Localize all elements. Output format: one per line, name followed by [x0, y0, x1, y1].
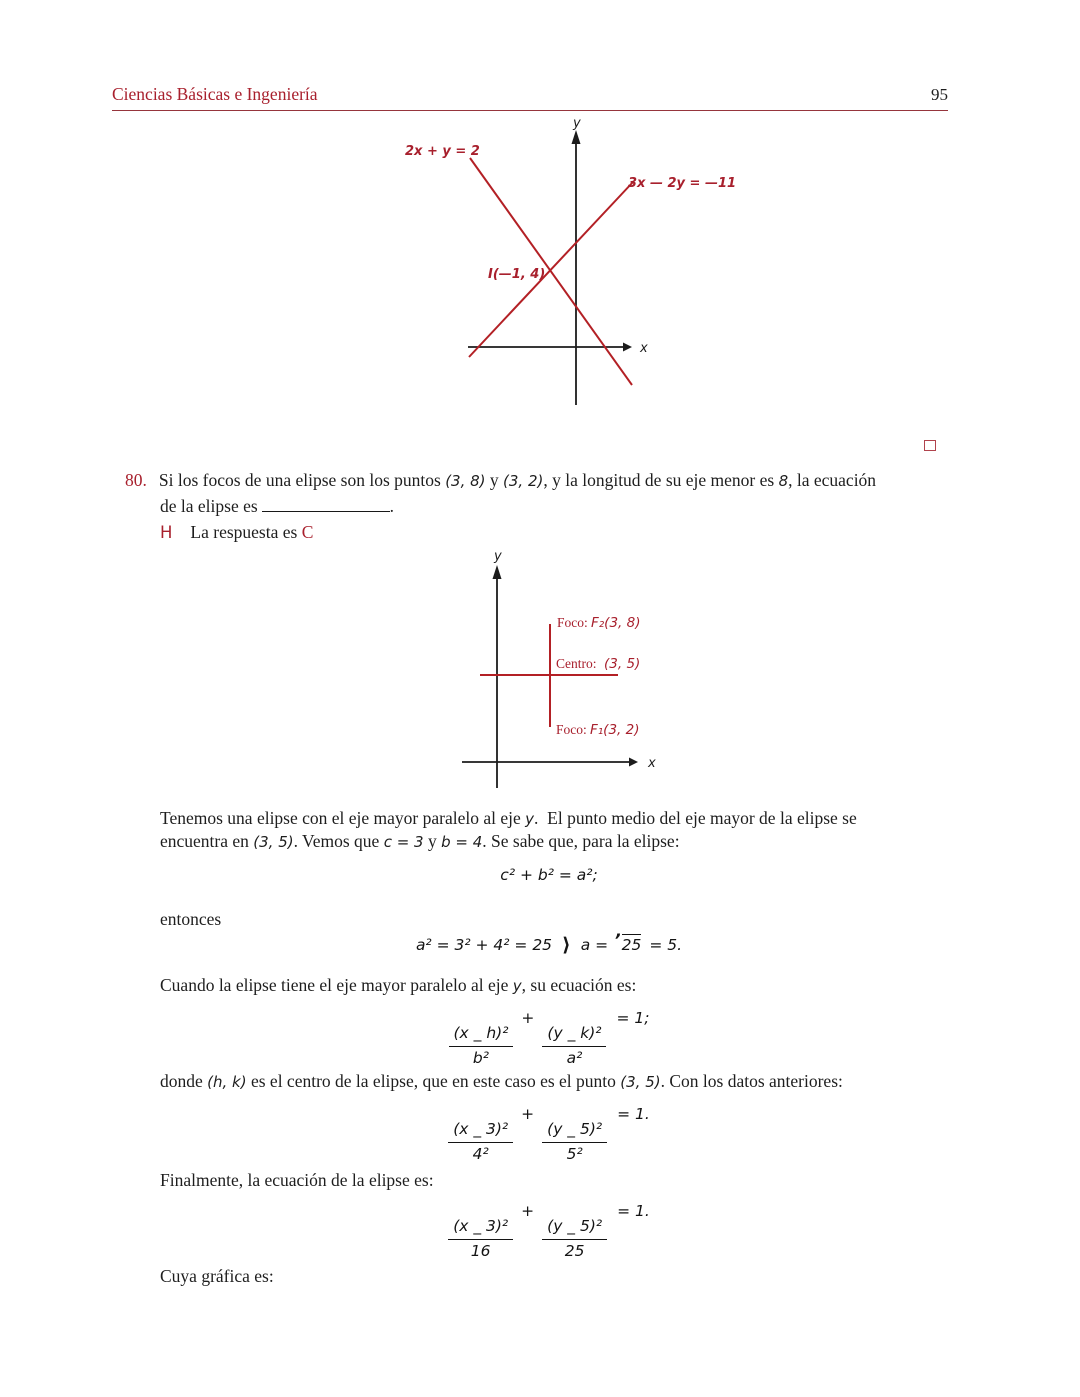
focus1-label: Foco: — [556, 722, 587, 737]
line-desc-equation-label: 2x + y = 2 — [405, 144, 480, 159]
y-axis-label: y — [573, 116, 581, 131]
radicand: 25 — [621, 936, 642, 954]
hint-line: H La respuesta es C — [160, 522, 314, 542]
x-axis-label: x — [640, 341, 648, 356]
paragraph-3: donde (h, k) es el centro de la elipse, que en este caso es el punto (3, 5). Con los datos anteriores: — [160, 1071, 843, 1091]
intersection-point-label: I(—1, 4) — [488, 267, 546, 282]
problem-text: Si los focos de una elipse son los puntos — [158, 470, 446, 490]
minor-axis-length: 8 — [778, 472, 789, 490]
x-axis-arrow-icon — [629, 758, 638, 767]
y-axis-label: y — [494, 549, 502, 564]
paragraph-1-line1: Tenemos una elipse con el eje mayor paralelo al eje y. El punto medio del eje mayor de la elipse se — [160, 808, 857, 828]
page-header — [112, 84, 948, 111]
problem-statement-line2: de la elipse es . — [160, 496, 395, 516]
equation-final-ellipse: $\frac{\text{(x \_ 3)²}}{16}$ + $\frac{\text{(y \_ 5)²}}{25}$ = 1. — [160, 1201, 938, 1261]
graph-lines-intersection — [395, 113, 745, 413]
page-number: 95 — [931, 85, 948, 104]
implies-icon: ⟩ — [562, 934, 571, 956]
focus1-value: F₁(3, 2) — [590, 722, 640, 738]
header-title: Ciencias Básicas e Ingeniería — [112, 84, 318, 104]
radical-tick-icon: ’ — [614, 931, 621, 951]
paragraph-4: Finalmente, la ecuación de la elipse es: — [160, 1170, 434, 1190]
equation-general-ellipse: $\frac{\text{(x \_ h)²}}{\text{b²}}$ + $\frac{\text{(y \_ k)²}}{\text{a²}}$ = 1; — [160, 1008, 938, 1068]
graph-ellipse-foci — [450, 548, 710, 793]
center-value: (3, 5) — [604, 656, 641, 672]
y-axis-arrow-icon — [572, 130, 581, 144]
equation-substituted: $\frac{\text{(x \_ 3)²}}{\text{4²}}$ + $\frac{\text{(y \_ 5)²}}{\text{5²}}$ = 1. — [160, 1104, 938, 1164]
y-axis-arrow-icon — [493, 565, 502, 579]
line-asc-equation-label: 3x — 2y = —11 — [628, 176, 737, 191]
equation-pythagorean: c² + b² = a²; — [500, 866, 598, 884]
focus2-label: Foco: — [557, 615, 588, 630]
problem-statement-line1: 80. Si los focos de una elipse son los puntos (3, 8) y (3, 2), y la longitud de su eje menor es 8, la ecuación — [125, 470, 877, 490]
answer-blank — [262, 498, 390, 512]
end-of-solution-marker — [924, 440, 936, 451]
equation-a-value: a² = 3² + 4² = 25 ⟩ a = ’25 = 5. — [415, 931, 683, 956]
problem-number: 80. — [125, 470, 147, 490]
paragraph-5: Cuya gráfica es: — [160, 1266, 274, 1286]
x-axis-label: x — [648, 756, 656, 771]
hint-marker: H — [160, 523, 173, 542]
entonces-text: entonces — [160, 909, 222, 929]
center-label: Centro: — [556, 656, 597, 671]
focus-point-2: (3, 2) — [503, 472, 544, 490]
focus-point-1: (3, 8) — [445, 472, 486, 490]
focus2-value: F₂(3, 8) — [591, 615, 641, 631]
paragraph-1-line2: encuentra en (3, 5). Vemos que c = 3 y b = 4. Se sabe que, para la elipse: — [160, 831, 680, 851]
answer-letter: C — [301, 522, 314, 542]
paragraph-2: Cuando la elipse tiene el eje mayor paralelo al eje y, su ecuación es: — [160, 975, 637, 995]
x-axis-arrow-icon — [623, 343, 632, 352]
